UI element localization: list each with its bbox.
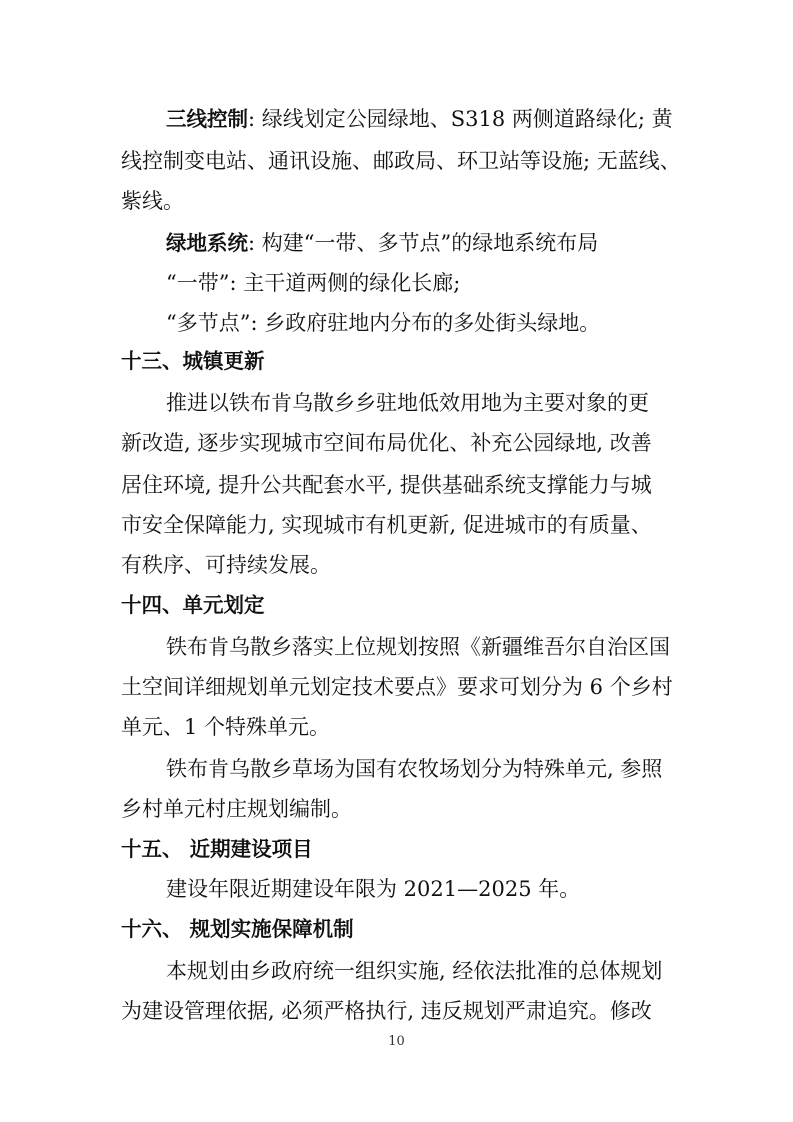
section-16-heading: 十六、 规划实施保障机制 [121,917,354,941]
section-14-line: 单元、1 个特殊单元。 [121,715,331,739]
section-14-line: 铁布肯乌散乡草场为国有农牧场划分为特殊单元, 参照 [166,757,663,781]
three-lines-text-3: 紫线。 [121,189,184,213]
green-system-label: 绿地系统 [166,231,248,255]
section-14-heading: 十四、单元划定 [121,593,265,617]
section-15-text: 建设年限近期建设年限为 2021—2025 年。 [166,877,581,901]
section-13-heading: 十三、城镇更新 [121,349,265,373]
section-14-line: 土空间详细规划单元划定技术要点》要求可划分为 6 个乡村 [121,675,673,699]
section-13-line: 推进以铁布肯乌散乡乡驻地低效用地为主要对象的更 [166,391,649,415]
section-16-line: 本规划由乡政府统一组织实施, 经依法批准的总体规划 [166,959,663,983]
green-system-paragraph [166,228,598,258]
three-lines-paragraph [166,104,673,134]
section-15-heading: 十五、 近期建设项目 [121,837,313,861]
section-14-line: 铁布肯乌散乡落实上位规划按照《新疆维吾尔自治区国 [166,635,670,659]
three-lines-text-1: : 绿线划定公园绿地、S318 两侧道路绿化; 黄 [248,107,673,131]
section-13-line: 有秩序、可持续发展。 [121,553,331,577]
section-13-line: 居住环境, 提升公共配套水平, 提供基础系统支撑能力与城 [121,473,652,497]
section-13-line: 新改造, 逐步实现城市空间布局优化、补充公园绿地, 改善 [121,431,652,455]
three-lines-label: 三线控制 [166,107,248,131]
page-number: 10 [388,1034,405,1049]
three-lines-text-2: 线控制变电站、通讯设施、邮政局、环卫站等设施; 无蓝线、 [121,149,681,173]
green-nodes-text: “多节点”: 乡政府驻地内分布的多处街头绿地。 [166,311,601,335]
green-system-text-1: : 构建“一带、多节点”的绿地系统布局 [248,231,599,255]
section-16-line: 为建设管理依据, 必须严格执行, 违反规划严肃追究。修改 [121,999,652,1023]
section-14-line: 乡村单元村庄规划编制。 [121,797,352,821]
green-belt-text: “一带”: 主干道两侧的绿化长廊; [166,271,461,295]
section-13-line: 市安全保障能力, 实现城市有机更新, 促进城市的有质量、 [121,513,652,537]
